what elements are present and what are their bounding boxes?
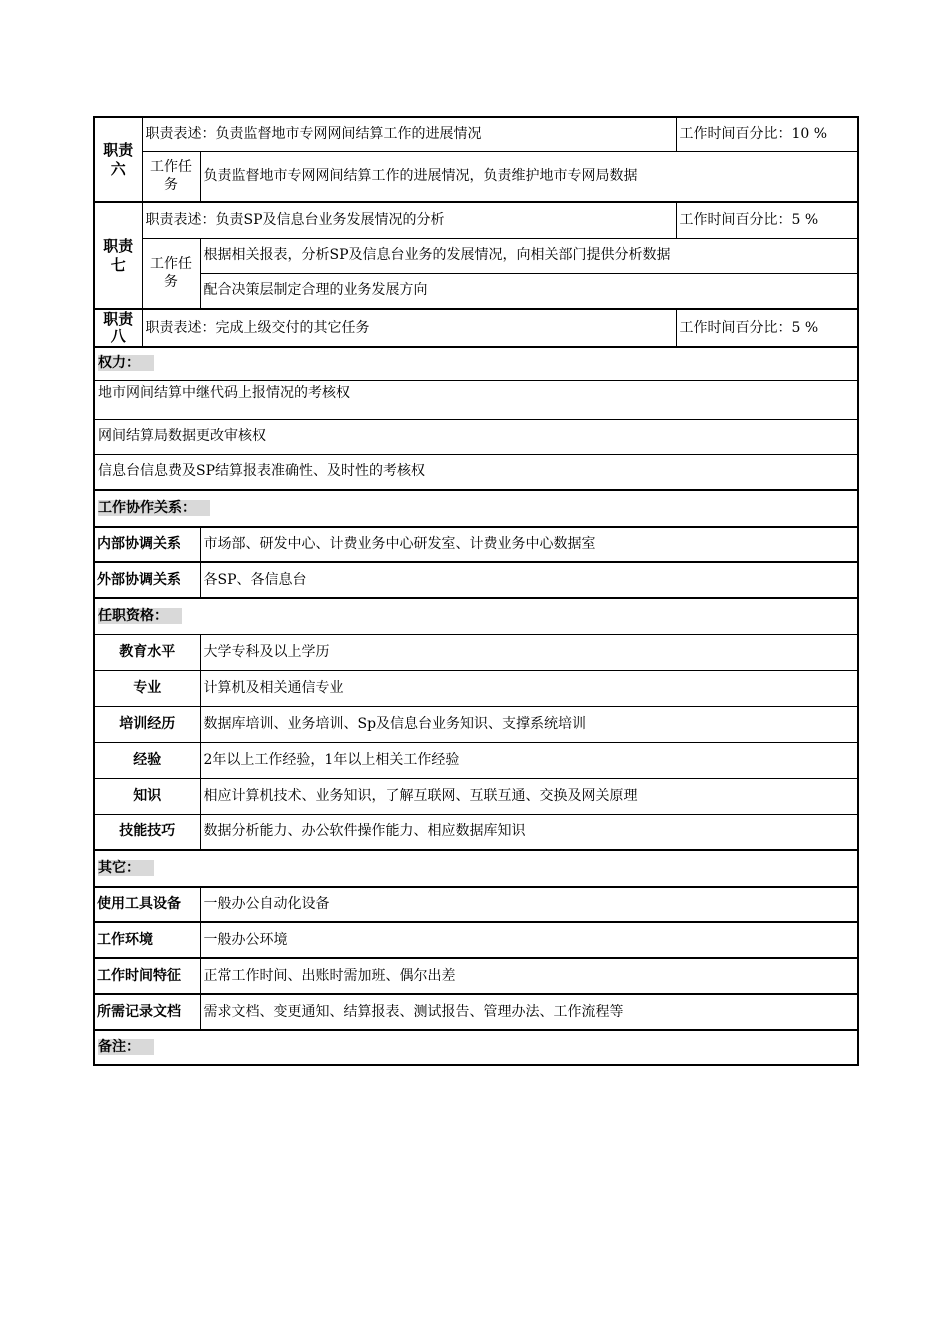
qualification-row (94, 778, 858, 814)
powers-title: 权力： (98, 355, 154, 371)
duty-6-percent: 工作时间百分比：10 % (676, 117, 858, 151)
other-header-row (94, 850, 858, 887)
duty-7-percent: 工作时间百分比：5 % (676, 202, 858, 238)
other-row (94, 994, 858, 1030)
skills-value: 数据分析能力、办公软件操作能力、相应数据库知识 (200, 814, 858, 850)
duty-7-desc-row (94, 202, 858, 238)
qualification-row (94, 706, 858, 742)
duty-8-desc-row (94, 309, 858, 347)
relations-header-row (94, 490, 858, 527)
duty-8-percent: 工作时间百分比：5 % (676, 309, 858, 347)
skills-label: 技能技巧 (94, 814, 200, 850)
duty-7-label: 职责七 (94, 202, 142, 309)
duty-7-task-1: 根据相关报表，分析SP及信息台业务的发展情况，向相关部门提供分析数据 (200, 238, 858, 273)
duty-6-label: 职责六 (94, 117, 142, 202)
remarks-title: 备注： (98, 1039, 154, 1055)
qualification-row (94, 670, 858, 706)
qualifications-title: 任职资格： (98, 608, 182, 624)
power-row (94, 419, 858, 454)
duty-7-task-row-1 (94, 238, 858, 273)
remarks-row (94, 1030, 858, 1065)
duty-7-desc: 职责表述：负责SP及信息台业务发展情况的分析 (142, 202, 676, 238)
training-label: 培训经历 (94, 706, 200, 742)
other-row (94, 958, 858, 994)
job-description-document (93, 116, 857, 1066)
internal-relation-value: 市场部、研发中心、计费业务中心研发室、计费业务中心数据室 (200, 527, 858, 562)
relations-title: 工作协作关系： (98, 500, 210, 516)
duty-7-task-label: 工作任务 (142, 238, 200, 309)
duty-6-desc: 职责表述：负责监督地市专网网间结算工作的进展情况 (142, 117, 676, 151)
internal-relation-label: 内部协调关系 (94, 527, 200, 562)
other-title: 其它： (98, 860, 154, 876)
duty-8-label: 职责八 (94, 309, 142, 347)
external-relation-value: 各SP、各信息台 (200, 562, 858, 598)
qualification-row (94, 634, 858, 670)
documents-value: 需求文档、变更通知、结算报表、测试报告、管理办法、工作流程等 (200, 994, 858, 1030)
power-row (94, 380, 858, 419)
documents-label: 所需记录文档 (94, 994, 200, 1030)
experience-value: 2年以上工作经验，1年以上相关工作经验 (200, 742, 858, 778)
duty-6-task-1: 负责监督地市专网网间结算工作的进展情况，负责维护地市专网局数据 (200, 151, 858, 202)
duty-6-desc-row (94, 117, 858, 151)
education-label: 教育水平 (94, 634, 200, 670)
major-label: 专业 (94, 670, 200, 706)
knowledge-label: 知识 (94, 778, 200, 814)
other-row (94, 887, 858, 922)
duty-8-desc: 职责表述：完成上级交付的其它任务 (142, 309, 676, 347)
knowledge-value: 相应计算机技术、业务知识，了解互联网、互联互通、交换及网关原理 (200, 778, 858, 814)
powers-header-row (94, 347, 858, 380)
duty-7-task-2: 配合决策层制定合理的业务发展方向 (200, 273, 858, 309)
qualification-row (94, 742, 858, 778)
qualifications-header-row (94, 598, 858, 634)
relation-row (94, 562, 858, 598)
environment-value: 一般办公环境 (200, 922, 858, 958)
duty-6-task-row (94, 151, 858, 202)
power-item-2: 网间结算局数据更改审核权 (94, 419, 858, 454)
duty-6-task-label: 工作任务 (142, 151, 200, 202)
tools-label: 使用工具设备 (94, 887, 200, 922)
work-time-label: 工作时间特征 (94, 958, 200, 994)
qualification-row (94, 814, 858, 850)
experience-label: 经验 (94, 742, 200, 778)
job-description-table (93, 116, 859, 1066)
training-value: 数据库培训、业务培训、Sp及信息台业务知识、支撑系统培训 (200, 706, 858, 742)
environment-label: 工作环境 (94, 922, 200, 958)
relation-row (94, 527, 858, 562)
power-row (94, 454, 858, 490)
work-time-value: 正常工作时间、出账时需加班、偶尔出差 (200, 958, 858, 994)
power-item-3: 信息台信息费及SP结算报表准确性、及时性的考核权 (94, 454, 858, 490)
other-row (94, 922, 858, 958)
duty-7-task-row-2 (94, 273, 858, 309)
power-item-1: 地市网间结算中继代码上报情况的考核权 (94, 380, 858, 419)
major-value: 计算机及相关通信专业 (200, 670, 858, 706)
external-relation-label: 外部协调关系 (94, 562, 200, 598)
education-value: 大学专科及以上学历 (200, 634, 858, 670)
tools-value: 一般办公自动化设备 (200, 887, 858, 922)
